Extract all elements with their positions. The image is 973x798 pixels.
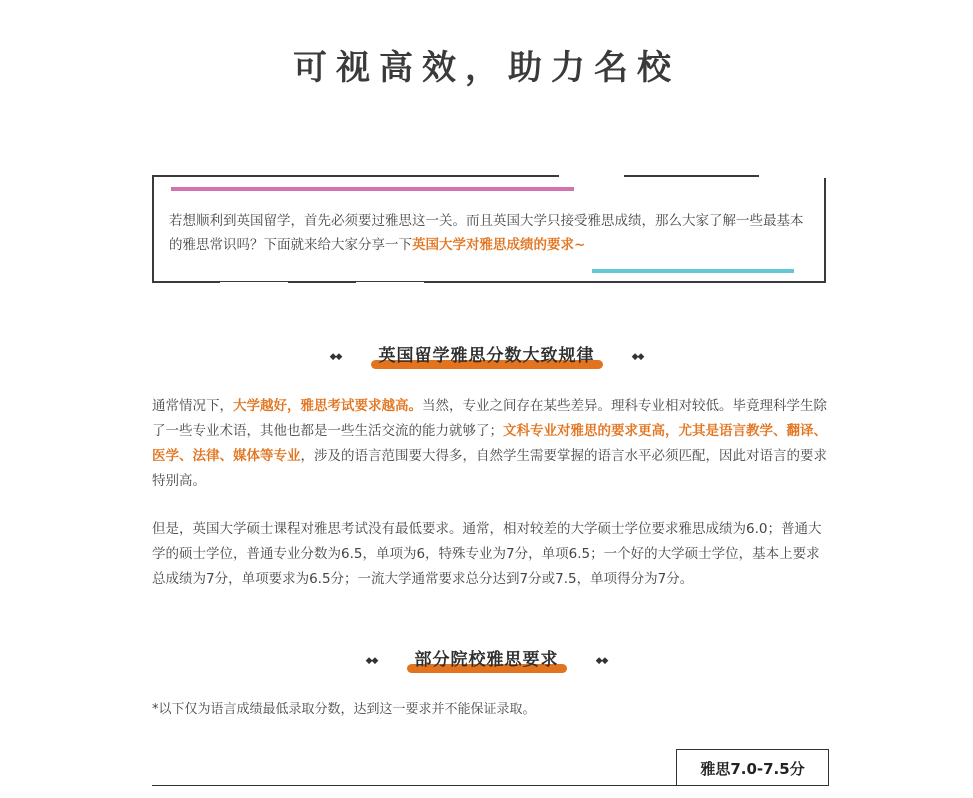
table-top-border — [152, 785, 829, 786]
intro-highlight: 英国大学对雅思成绩的要求~ — [412, 237, 586, 253]
section-heading-label: 英国留学雅思分数大致规律 — [378, 346, 595, 366]
pink-accent-bar — [171, 187, 574, 191]
cyan-accent-bar — [592, 269, 794, 273]
paragraph-general-rules — [152, 394, 830, 494]
section-heading-schools — [0, 645, 973, 670]
text-run: ，涉及的语言范围要大得多，自然学生需要掌握的语言水平必须匹配，因此对语言的要求特别高。 — [152, 448, 827, 489]
highlight-text: 大学越好，雅思考试要求越高。 — [233, 398, 422, 414]
border-gap — [356, 282, 424, 286]
diamond-icon: ◆◆ — [365, 655, 378, 666]
highlight-text: 文科专业对雅思的要求更高，尤其是语言教学、翻译、医学、法律、媒体等专业 — [152, 423, 827, 464]
score-range-tab: 雅思7.0-7.5分 — [676, 749, 829, 786]
intro-text — [169, 209, 814, 257]
border-gap — [759, 174, 829, 178]
intro-box — [152, 175, 826, 283]
page-title: 可视高效，助力名校 — [293, 48, 680, 88]
diamond-icon: ◆◆ — [631, 351, 644, 362]
text-run: 当然，专业之间存在某些差异。理科专业相对较低。毕竟理科学生除了一些专业术语，其他也都是一些生活交流的能力就够了； — [152, 398, 827, 439]
paragraph-master-requirements: 但是，英国大学硕士课程对雅思考试没有最低要求。通常，相对较差的大学硕士学位要求雅思成绩为6.0；普通大学的硕士学位，普通专业分数为6.5，单项为6，特殊专业为7分，单项6.5；一个好的大学硕士学位，基本上要求总成绩为7分，单项要求为6.5分；一流大学通常要求总分达到7分或7.5，单项得分为7分。 — [152, 521, 822, 587]
section-heading-label: 部分院校雅思要求 — [414, 650, 559, 670]
border-gap — [220, 282, 288, 286]
diamond-icon: ◆◆ — [595, 655, 608, 666]
diamond-icon: ◆◆ — [329, 351, 342, 362]
text-run: 通常情况下， — [152, 398, 233, 414]
section-heading-score-rules — [0, 341, 973, 366]
disclaimer-note: *以下仅为语言成绩最低录取分数，达到这一要求并不能保证录取。 — [152, 702, 536, 717]
border-gap — [559, 174, 624, 178]
intro-body: 若想顺利到英国留学，首先必须要过雅思这一关。而且英国大学只接受雅思成绩，那么大家了解一些最基本的雅思常识吗？下面就来给大家分享一下 — [169, 213, 804, 253]
